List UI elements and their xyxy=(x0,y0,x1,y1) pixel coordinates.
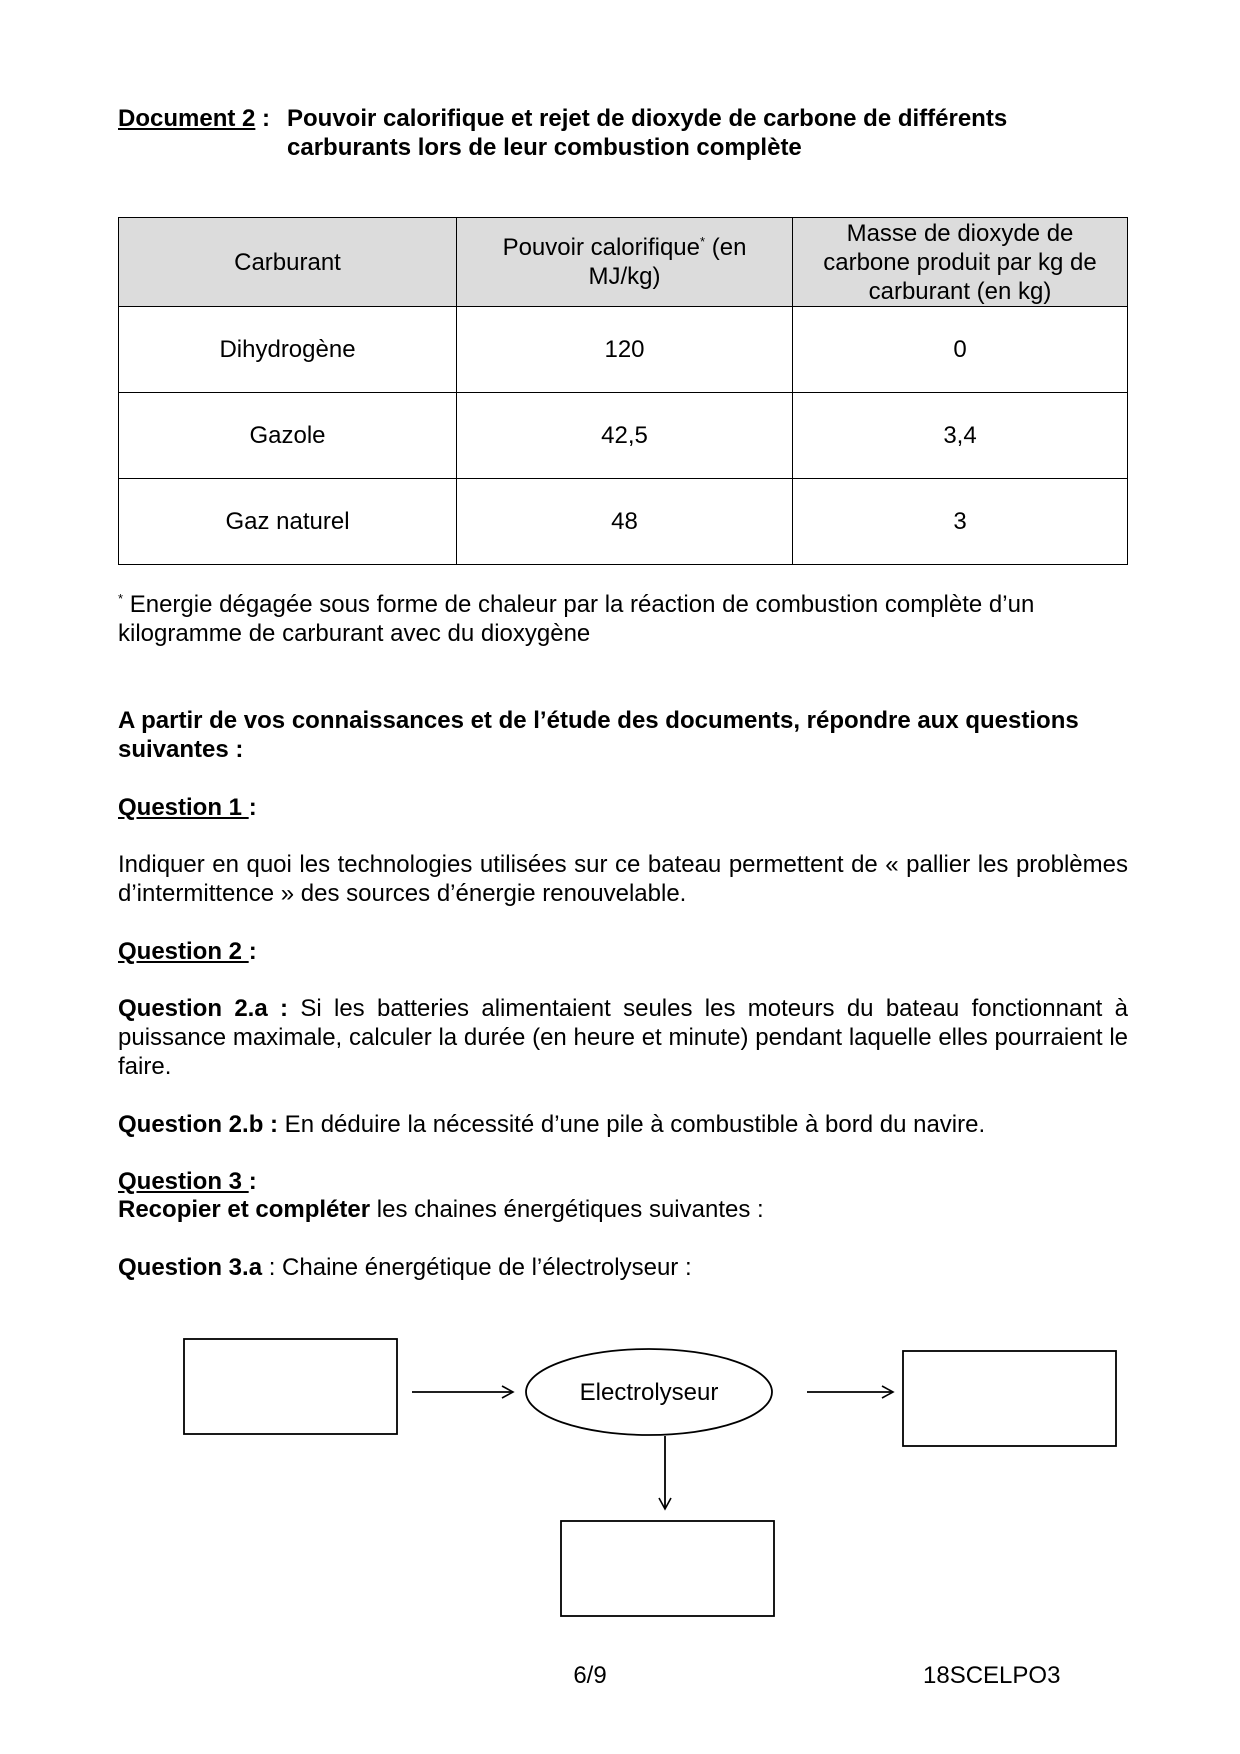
cell-fuel: Gaz naturel xyxy=(119,479,457,565)
cell-co2: 0 xyxy=(793,307,1128,393)
cell-calorific: 48 xyxy=(457,479,793,565)
document-code: 18SCELPO3 xyxy=(923,1662,1061,1689)
question-3a: Question 3.a : Chaine énergétique de l’électrolyseur : xyxy=(118,1254,692,1281)
cell-fuel: Gazole xyxy=(119,393,457,479)
document-label: Document 2 : xyxy=(118,105,271,132)
document-title: Pouvoir calorifique et rejet de dioxyde de carbone de différents carburants lors de leur combustion complète xyxy=(287,105,1008,161)
instructions: A partir de vos connaissances et de l’étude des documents, répondre aux questions suivantes : xyxy=(118,707,1079,763)
cell-calorific: 42,5 xyxy=(457,393,793,479)
question-3-instructions: Recopier et compléter les chaines énergétiques suivantes : xyxy=(118,1196,764,1223)
header-fuel: Carburant xyxy=(119,218,457,307)
loss-energy-box xyxy=(561,1521,774,1616)
question-1-heading: Question 1 : xyxy=(118,794,257,821)
cell-fuel: Dihydrogène xyxy=(119,307,457,393)
page-number: 6/9 xyxy=(573,1662,607,1689)
header-co2: Masse de dioxyde de carbone produit par kg de carburant (en kg) xyxy=(793,218,1128,307)
electrolyser-label: Electrolyseur xyxy=(579,1379,719,1406)
input-energy-box xyxy=(184,1339,397,1434)
question-3-heading: Question 3 : xyxy=(118,1168,257,1195)
cell-co2: 3 xyxy=(793,479,1128,565)
question-2b: Question 2.b : En déduire la nécessité d’une pile à combustible à bord du navire. xyxy=(118,1111,986,1138)
footnote: * Energie dégagée sous forme de chaleur par la réaction de combustion complète d’un kilogramme de carburant avec du dioxygène xyxy=(118,591,1035,647)
question-2-heading: Question 2 : xyxy=(118,938,257,965)
cell-co2: 3,4 xyxy=(793,393,1128,479)
question-2a: Question 2.a : Si les batteries alimentaient seules les moteurs du bateau fonctionnant à puissance maximale, calculer la durée (en heure et minute) pendant laquelle elles pourraient le faire. xyxy=(118,995,1129,1080)
header-calorific: Pouvoir calorifique* (en MJ/kg) xyxy=(457,218,793,307)
question-1-text: Indiquer en quoi les technologies utilisées sur ce bateau permettent de « pallier les problèmes d’intermittence » des sources d’énergie renouvelable. xyxy=(118,851,1128,907)
cell-calorific: 120 xyxy=(457,307,793,393)
output-energy-box xyxy=(903,1351,1116,1446)
